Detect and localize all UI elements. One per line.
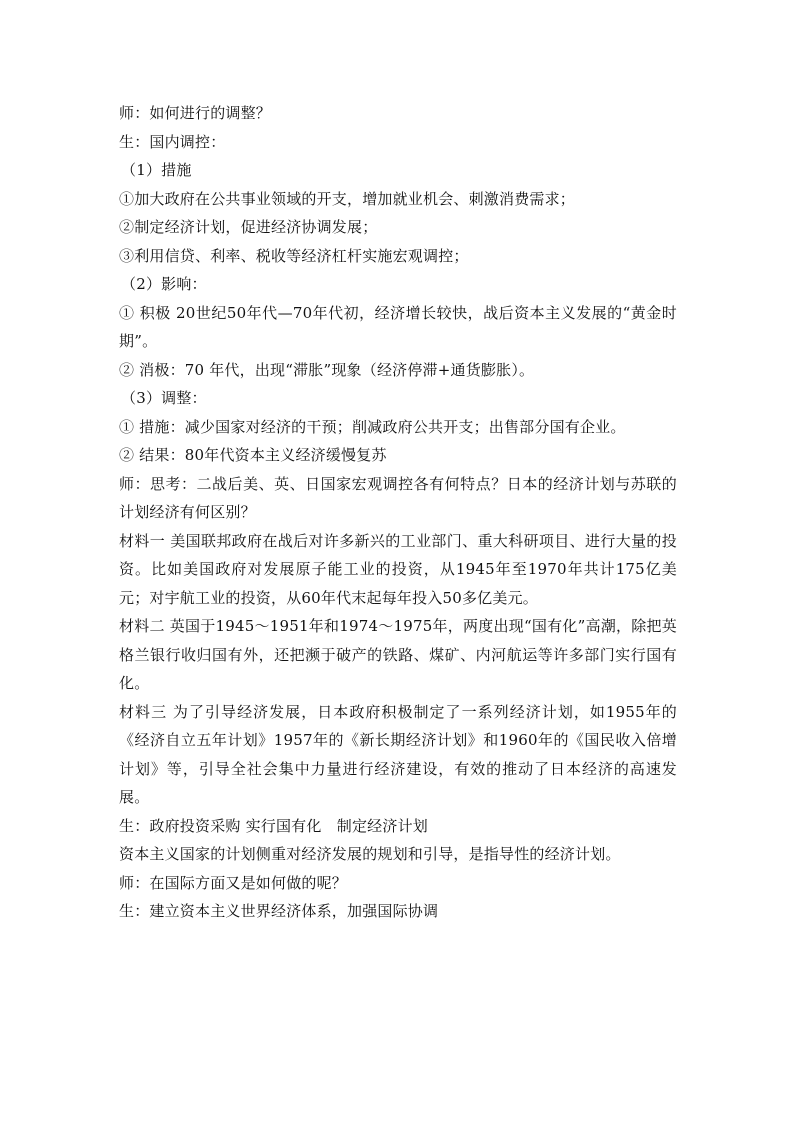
material-two-uk: 材料二 英国于1945～1951年和1974～1975年，两度出现“国有化”高潮，除把英格兰银行收归国有外，还把濒于破产的铁路、煤矿、内河航运等许多部门实行国有化。 bbox=[119, 617, 677, 692]
adjustment-measures: ① 措施：减少国家对经济的干预；削减政府公共开支；出售部分国有企业。 bbox=[119, 417, 626, 436]
impact-negative: ② 消极：70 年代，出现“滞胀”现象（经济停滞+通货膨胀）。 bbox=[119, 360, 535, 379]
summary-guiding-plan: 资本主义国家的计划侧重对经济发展的规划和引导，是指导性的经济计划。 bbox=[119, 845, 621, 863]
teacher-question-adjustment: 师：如何进行的调整？ bbox=[119, 104, 272, 122]
section-impact-heading: （2）影响： bbox=[121, 275, 207, 293]
adjustment-result: ② 结果：80年代资本主义经济缓慢复苏 bbox=[119, 446, 387, 464]
document-body bbox=[119, 99, 677, 926]
teacher-question-characteristics: 师：思考：二战后美、英、日国家宏观调控各有何特点？日本的经济计划与苏联的计划经济有何区别？ bbox=[119, 474, 677, 521]
measure-item-1: ①加大政府在公共事业领域的开支，增加就业机会、刺激消费需求； bbox=[119, 189, 576, 208]
teacher-question-international: 师：在国际方面又是如何做的呢？ bbox=[119, 873, 348, 892]
student-answer-international: 生：建立资本主义世界经济体系，加强国际协调 bbox=[119, 902, 439, 920]
material-three-japan: 材料三 为了引导经济发展，日本政府积极制定了一系列经济计划，如1955年的《经济自立五年计划》1957年的《新长期经济计划》和1960年的《国民收入倍增计划》等，引导全社会集中力量进行经济建设，有效的推动了日本经济的高速发展。 bbox=[119, 702, 677, 806]
student-answer-methods: 生：政府投资采购 实行国有化 制定经济计划 bbox=[119, 816, 428, 835]
impact-positive: ① 积极 20世纪50年代—70年代初，经济增长较快，战后资本主义发展的“黄金时期”。 bbox=[119, 303, 677, 350]
section-measures-heading: （1）措施 bbox=[121, 161, 192, 179]
measure-item-3: ③利用信贷、利率、税收等经济杠杆实施宏观调控； bbox=[119, 246, 469, 265]
material-one-usa: 材料一 美国联邦政府在战后对许多新兴的工业部门、重大科研项目、进行大量的投资。比如美国政府对发展原子能工业的投资，从1945年至1970年共计175亿美元；对宇航工业的投资，从60年代末起每年投入50多亿美元。 bbox=[119, 531, 677, 607]
student-answer-domestic-control: 生：国内调控： bbox=[119, 132, 226, 151]
section-adjustment-heading: （3）调整： bbox=[121, 389, 207, 407]
measure-item-2: ②制定经济计划，促进经济协调发展； bbox=[119, 218, 378, 236]
